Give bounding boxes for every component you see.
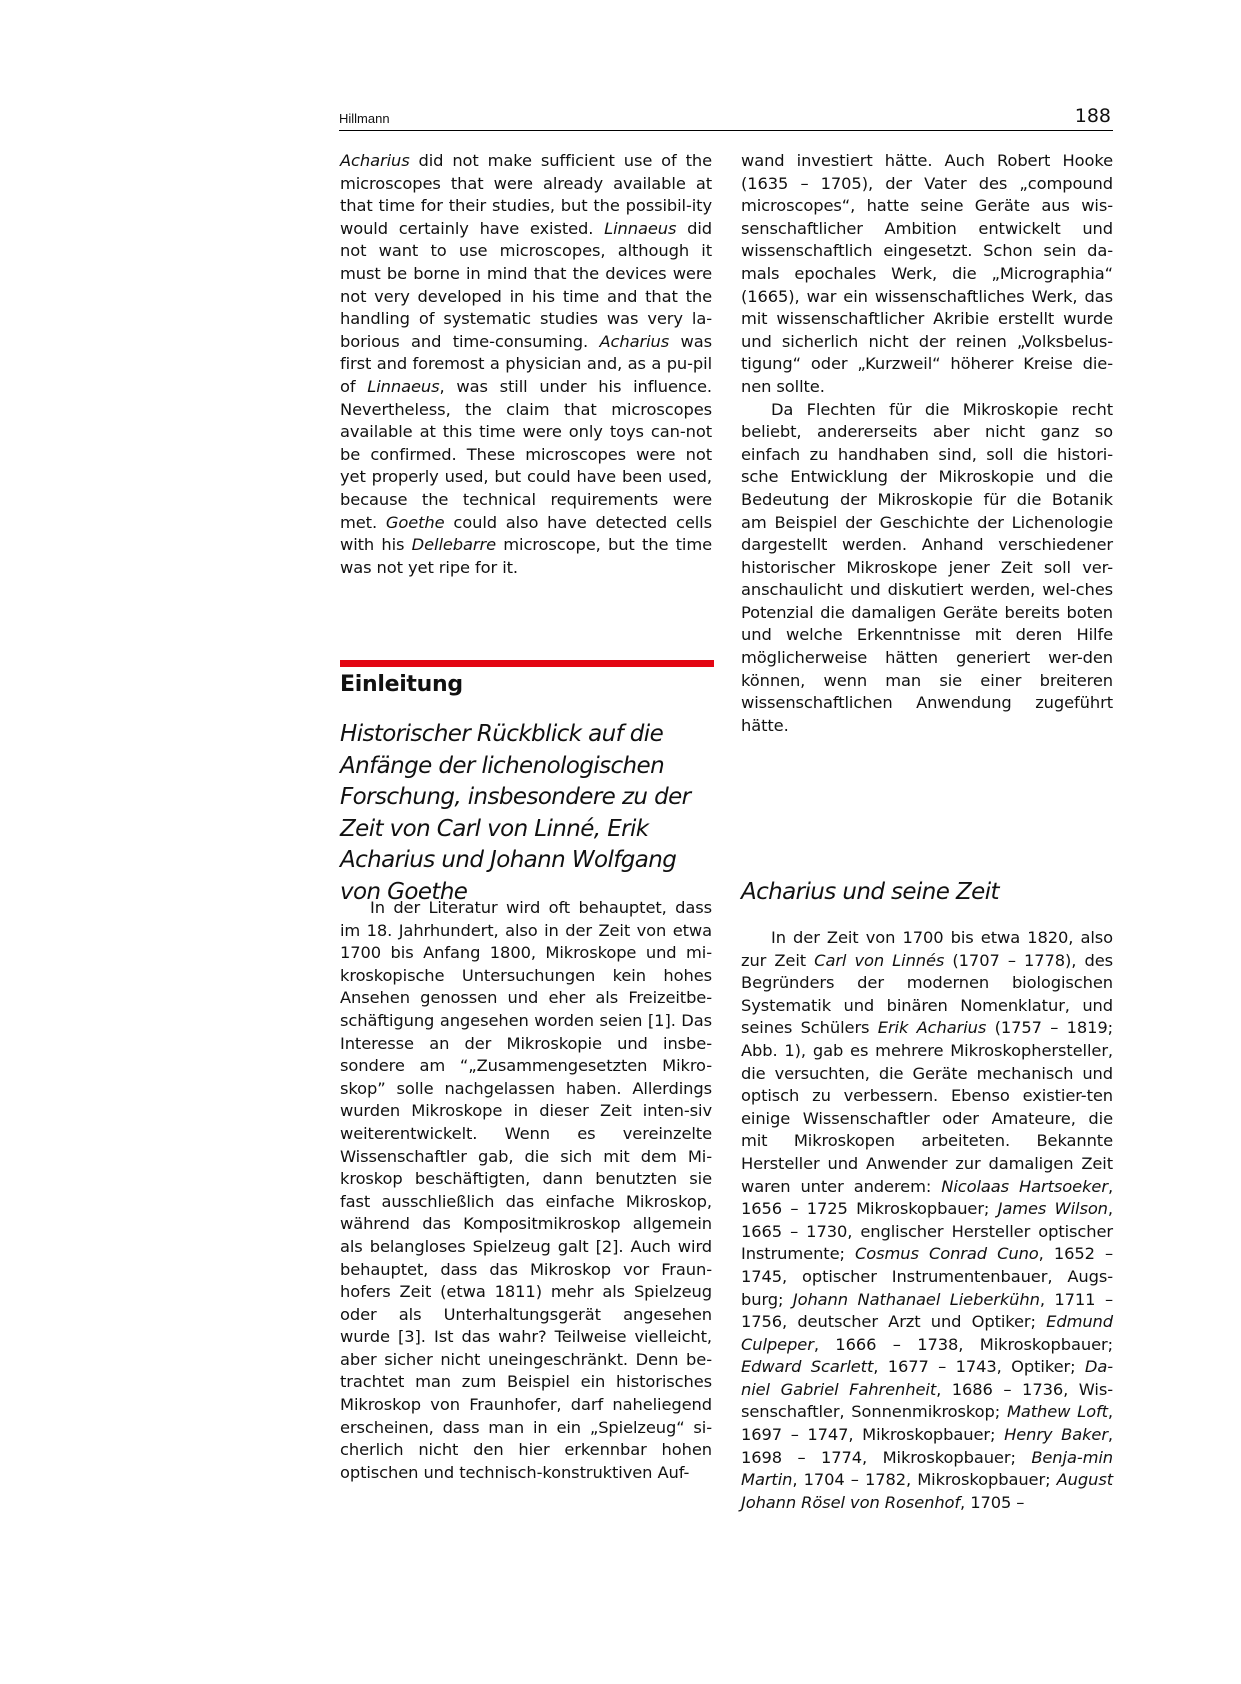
right-column-top (741, 150, 1113, 737)
section-heading: Einleitung (340, 672, 463, 697)
header-author: Hillmann (339, 111, 390, 126)
left-column-top (340, 150, 712, 579)
right-column-body (741, 927, 1113, 1514)
page-number: 188 (1074, 105, 1111, 127)
section-subtitle: Historischer Rückblick auf die Anfänge der lichenologischen Forschung, insbesondere zu der Zeit von Carl von Linné, Erik Acharius und Johann Wolfgang von Goethe (340, 721, 691, 905)
body-paragraph: In der Literatur wird oft behauptet, dass im 18. Jahrhundert, also in der Zeit von etwa 1700 bis Anfang 1800, Mikroskope und mi-kroskopische Untersuchungen kein hohes Ansehen genossen und eher als Freizeitbe-schäftigung angesehen worden seien [1]. Das Interesse an der Mikroskopie und insbe-sondere am “„Zusammengesetzten Mikro-skop” solle nachgelassen haben. Allerdings wurden Mikroskope in dieser Zeit inten-siv weiterentwickelt. Wenn es vereinzelte Wissenschaftler gab, die sich mit dem Mi-kroskop beschäftigten, dann benutzten sie fast ausschließlich das einfache Mikroskop, während das Kompositmikroskop allgemein als belangloses Spielzeug galt [2]. Auch wird behauptet, dass das Mikroskop vor Fraun-hofers Zeit (etwa 1811) mehr als Spielzeug oder als Unterhaltungsgerät angesehen wurde [3]. Ist das wahr? Teilweise vielleicht, aber sicher nicht uneingeschränkt. Denn be-trachtet man zum Beispiel ein historisches Mikroskop von Fraunhofer, darf naheliegend erscheinen, dass man in ein „Spielzeug“ si-cherlich nicht den hier erkennbar hohen optischen und technisch-konstruktiven Auf- (340, 898, 712, 1482)
running-header (339, 104, 1113, 131)
subsection-paragraph: In der Zeit von 1700 bis etwa 1820, also zur Zeit Carl von Linnés (1707 – 1778), des Begründers der modernen biologischen Systematik und binären Nomenklatur, und seines Schülers Erik Acharius (1757 – 1819; Abb. 1), gab es mehrere Mikroskophersteller, die versuchten, die Geräte mechanisch und optisch zu verbessern. Ebenso existier-ten einige Wissenschaftler oder Amateure, die mit Mikroskopen arbeiteten. Bekannte Hersteller und Anwender zur damaligen Zeit waren unter anderem: Nicolaas Hartsoeker, 1656 – 1725 Mikroskopbauer; James Wilson, 1665 – 1730, englischer Hersteller optischer Instrumente; Cosmus Conrad Cuno, 1652 – 1745, optischer Instrumentenbauer, Augs-burg; Johann Nathanael Lieberkühn, 1711 – 1756, deutscher Arzt und Optiker; Edmund Culpeper, 1666 – 1738, Mikroskopbauer; Edward Scarlett, 1677 – 1743, Optiker; Da-niel Gabriel Fahrenheit, 1686 – 1736, Wis-senschaftler, Sonnenmikroskop; Mathew Loft, 1697 – 1747, Mikroskopbauer; Henry Baker, 1698 – 1774, Mikroskopbauer; Benja-min Martin, 1704 – 1782, Mikroskopbauer; August Johann Rösel von Rosenhof, 1705 – (741, 928, 1114, 1512)
continued-paragraph: wand investiert hätte. Auch Robert Hooke (1635 – 1705), der Vater des „compound microscopes“, hatte seine Geräte aus wis-senschaftlicher Ambition entwickelt und wissenschaftlich eingesetzt. Schon sein da-mals epochales Werk, die „Micrographia“ (1665), war ein wissenschaftliches Werk, das mit wissenschaftlicher Akribie erstellt wurde und sicherlich nicht der reinen „Volksbelus-tigung“ oder „Kurzweil“ höherer Kreise die-nen sollte. (741, 151, 1113, 396)
intro-paragraph: Acharius did not make sufficient use of the microscopes that were already available at that time for their studies, but the possibil-ity would certainly have existed. Linnaeus did not want to use microscopes, although it must be borne in mind that the devices were not very developed in his time and that the handling of systematic studies was very la-borious and time-consuming. Acharius was first and foremost a physician and, as a pu-pil of Linnaeus, was still under his influence. Nevertheless, the claim that microscopes available at this time were only toys can-not be confirmed. These microscopes were not yet properly used, but could have been used, because the technical requirements were met. Goethe could also have detected cells with his Dellebarre microscope, but the time was not yet ripe for it. (340, 151, 713, 577)
second-paragraph: Da Flechten für die Mikroskopie recht beliebt, andererseits aber nicht ganz so einfach zu handhaben sind, soll die histori-sche Entwicklung der Mikroskopie und die Bedeutung der Mikroskopie für die Botanik am Beispiel der Geschichte der Lichenologie dargestellt werden. Anhand verschiedener historischer Mikroskope jener Zeit soll ver-anschaulicht und diskutiert werden, wel-ches Potenzial die damaligen Geräte bereits boten und welche Erkenntnisse mit deren Hilfe möglicherweise hätten generiert wer-den können, wenn man sie einer breiteren wissenschaftlichen Anwendung zugeführt hätte. (741, 399, 1113, 735)
section-accent-rule (340, 660, 714, 667)
subsection-heading: Acharius und seine Zeit (741, 879, 999, 905)
left-column-body (340, 897, 712, 1484)
